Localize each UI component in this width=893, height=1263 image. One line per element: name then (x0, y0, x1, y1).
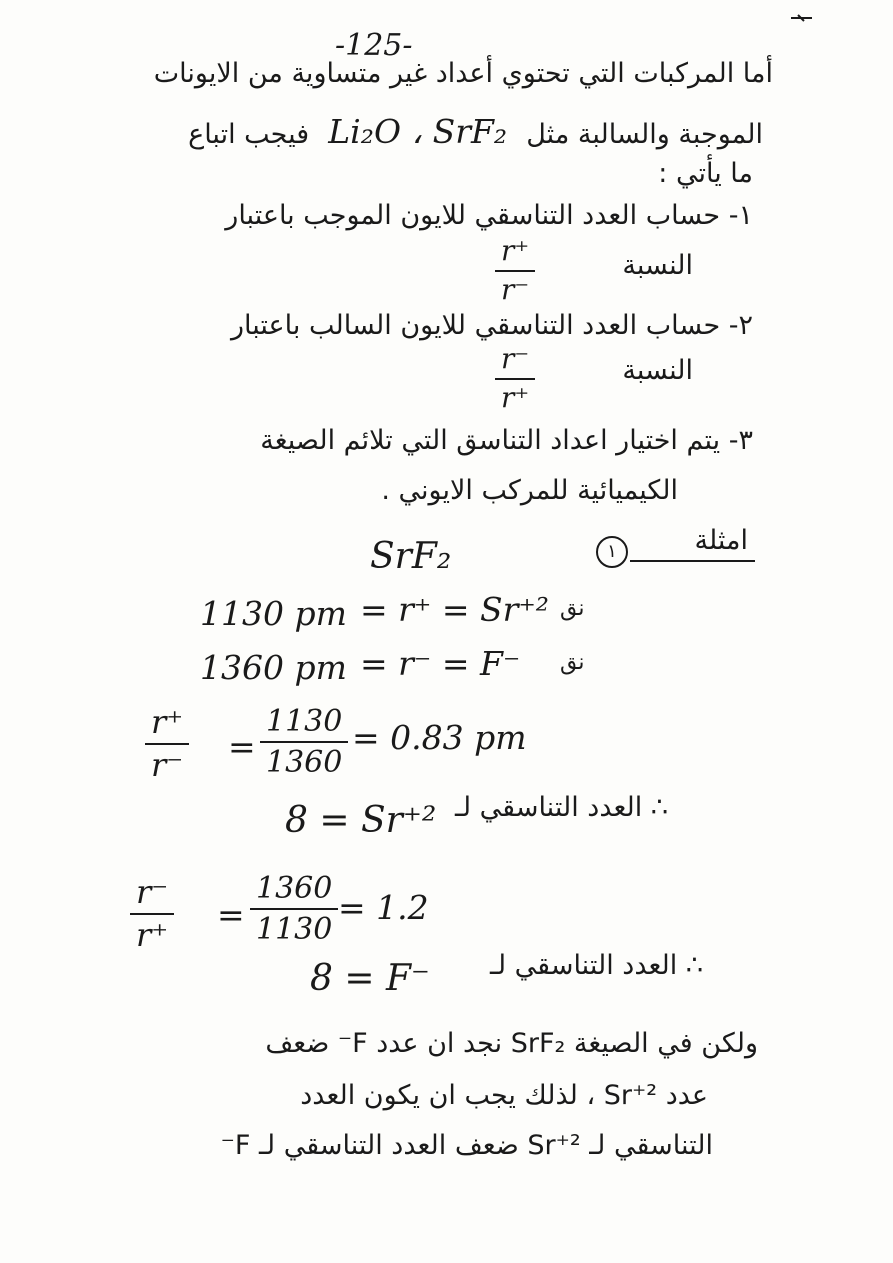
rule-2-ratio-numerator: r⁻ (501, 342, 530, 375)
fraction-bar (250, 908, 338, 910)
calc-2-rhs (250, 872, 338, 946)
calc-2-lhs (130, 875, 174, 953)
calc-2-lhs-numerator: r⁻ (136, 873, 169, 911)
example-heading-underline (630, 560, 755, 562)
rule-1-ratio-denominator: r⁻ (501, 272, 530, 306)
intro-line-2-text: الموجبة والسالبة مثل (526, 119, 763, 150)
rule-3-text: يتم اختيار اعداد التناسق التي تلائم الصيغة (260, 425, 721, 456)
rule-3-line-2: الكيميائية للمركب الايوني . (381, 475, 678, 506)
rule-2-text: حساب العدد التناسقي للايون السالب باعتبار (231, 310, 721, 341)
rule-2-marker: ٢- (728, 310, 753, 341)
calc-2-rhs-numerator: 1360 (256, 871, 333, 906)
calc-1-equals: = (228, 727, 256, 766)
rule-1-line-2: النسبة (622, 250, 693, 281)
calc-1-rhs (260, 705, 348, 779)
closing-line-1: ولكن في الصيغة SrF₂ نجد ان عدد F⁻ ضعف (265, 1028, 758, 1059)
rule-2-ratio-denominator: r⁺ (501, 380, 530, 414)
calc-2-result: = 1.2 (338, 888, 429, 927)
intro-line-2-tail: فيجب اتباع (188, 119, 310, 150)
fraction-bar (145, 743, 189, 745)
fraction-bar (495, 270, 535, 272)
closing-line-3: التناسقي لـ Sr⁺² ضعف العدد التناسقي لـ F⁻ (220, 1130, 713, 1161)
calc-1-lhs-numerator: r⁺ (151, 703, 184, 741)
page-number: -125- (335, 28, 413, 63)
calc-1-result: = 0.83 pm (352, 718, 527, 757)
rule-1-line-1 (113, 200, 753, 231)
calc-1-lhs (145, 705, 189, 783)
calc-2-rhs-denominator: 1130 (256, 912, 333, 947)
rule-1-text: حساب العدد التناسقي للايون الموجب باعتبار (225, 200, 721, 231)
calc-1-lhs-denominator: r⁻ (151, 746, 184, 785)
calc-1-rhs-denominator: 1360 (266, 745, 343, 780)
rule-3-line-1 (113, 425, 753, 456)
intro-line-3: ما يأتي : (658, 158, 753, 189)
cation-radius-value: 1130 pm (200, 594, 347, 633)
anion-radius-value: 1360 pm (200, 648, 347, 687)
anion-radius-eq: = r⁻ = F⁻ (360, 644, 521, 683)
rule-2-line-2: النسبة (622, 355, 693, 386)
closing-line-2: عدد Sr⁺² ، لذلك يجب ان يكون العدد (300, 1080, 708, 1111)
example-compound: SrF₂ (370, 536, 452, 577)
example-heading: امثلة (694, 525, 748, 556)
calc-2-conclusion-text: ∴ العدد التناسقي لـ (489, 950, 703, 981)
calc-1-conclusion-eq: 8 = Sr⁺² (285, 800, 437, 841)
fraction-bar (260, 741, 348, 743)
calc-1-rhs-numerator: 1130 (266, 704, 343, 739)
cation-radius-eq: = r⁺ = Sr⁺² (360, 590, 549, 629)
calc-1-conclusion-text: ∴ العدد التناسقي لـ (454, 792, 668, 823)
calc-2-conclusion-eq: 8 = F⁻ (310, 958, 430, 999)
corner-pen-mark (790, 14, 814, 22)
fraction-bar (130, 913, 174, 915)
anion-radius-label: نق (560, 650, 585, 675)
intro-line-1: أما المركبات التي تحتوي أعداد غير متساوية من الايونات (153, 58, 773, 89)
cation-radius-label: نق (560, 596, 585, 621)
intro-line-2 (123, 112, 763, 151)
fraction-bar (495, 378, 535, 380)
calc-2-equals: = (217, 895, 245, 934)
intro-compounds: Li₂O ، SrF₂ (328, 112, 508, 151)
rule-2-ratio (495, 344, 535, 414)
rule-2-line-1 (113, 310, 753, 341)
rule-1-ratio (495, 236, 535, 306)
calc-2-lhs-denominator: r⁺ (136, 916, 169, 955)
rule-3-marker: ٣- (728, 425, 753, 456)
example-number-badge: ١ (596, 536, 628, 568)
rule-1-marker: ١- (728, 200, 753, 231)
rule-1-ratio-numerator: r⁺ (501, 234, 530, 267)
